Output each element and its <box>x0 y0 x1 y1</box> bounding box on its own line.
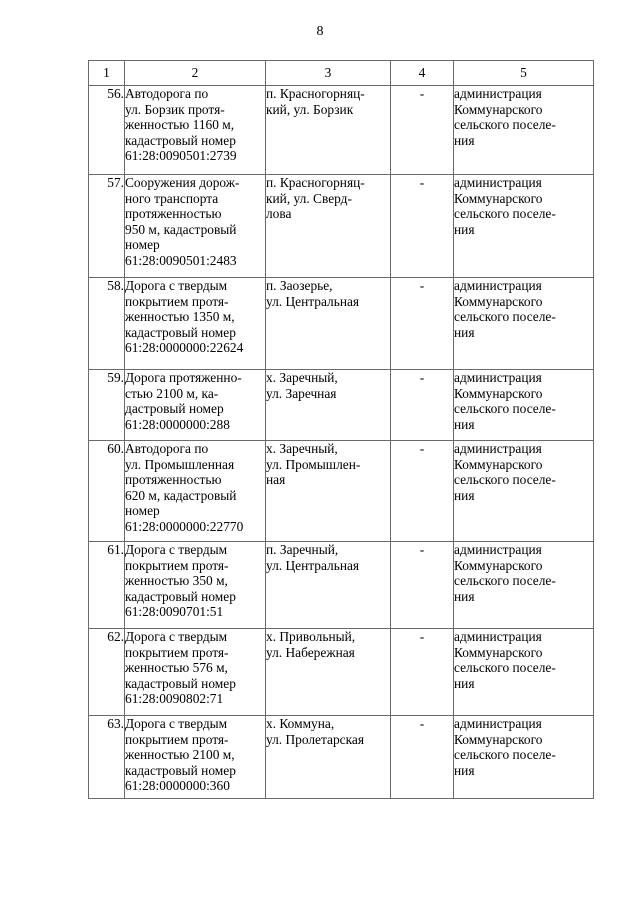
owner-line: Коммунарского <box>454 293 543 309</box>
owner-line: сельского поселе- <box>454 401 556 417</box>
object-name-cell <box>125 542 266 629</box>
object-name-line: ного транспорта <box>125 190 219 206</box>
object-name-line: 61:28:0000000:360 <box>125 778 230 794</box>
table-row <box>89 542 594 629</box>
object-name-line: протяженностью <box>125 472 222 488</box>
col4-value: - <box>391 441 454 542</box>
row-number: 63. <box>89 716 125 799</box>
object-name-cell <box>125 629 266 716</box>
owner-line: сельского поселе- <box>454 206 556 222</box>
object-name-line: Автодорога по <box>125 441 209 456</box>
address-line: п. Заречный, <box>266 542 339 557</box>
object-name-line: Сооружения дорож- <box>125 175 240 190</box>
row-number: 59. <box>89 370 125 441</box>
owner-line: сельского поселе- <box>454 747 556 763</box>
object-name-line: 61:28:0090501:2739 <box>125 148 237 164</box>
owner-cell <box>454 175 594 278</box>
object-name-line: протяженностью <box>125 206 222 222</box>
object-name-line: 950 м, кадастровый <box>125 221 237 237</box>
owner-line: Коммунарского <box>454 456 543 472</box>
owner-line: Коммунарского <box>454 731 543 747</box>
object-name-line: ул. Промышленная <box>125 456 235 472</box>
row-number: 58. <box>89 278 125 370</box>
object-name-line: 61:28:0000000:22770 <box>125 518 244 534</box>
object-name-line: 61:28:0090802:71 <box>125 691 224 707</box>
table-row <box>89 86 594 175</box>
object-name-line: женностью 1160 м, <box>125 117 235 133</box>
owner-line: ния <box>454 324 475 340</box>
address-line: х. Коммуна, <box>266 716 335 731</box>
col4-value: - <box>391 370 454 441</box>
object-name-line: 61:28:0000000:288 <box>125 416 230 432</box>
object-name-line: 620 м, кадастровый <box>125 487 237 503</box>
object-name-line: номер <box>125 237 160 253</box>
owner-line: ния <box>454 675 475 691</box>
object-name-line: Автодорога по <box>125 86 209 101</box>
object-name-line: покрытием протя- <box>125 557 229 573</box>
object-name-cell <box>125 86 266 175</box>
table-row <box>89 175 594 278</box>
object-name-line: женностью 1350 м, <box>125 309 235 325</box>
object-name-line: кадастровый номер <box>125 132 236 148</box>
address-cell <box>266 716 391 799</box>
owner-line: администрация <box>454 542 542 557</box>
address-line: х. Привольный, <box>266 629 356 644</box>
table-row <box>89 629 594 716</box>
header-cell-5: 5 <box>454 61 594 86</box>
address-line: ул. Промышлен- <box>266 456 361 472</box>
header-cell-4: 4 <box>391 61 454 86</box>
owner-line: администрация <box>454 278 542 293</box>
object-name-line: ул. Борзик протя- <box>125 101 225 117</box>
owner-line: сельского поселе- <box>454 309 556 325</box>
object-name-cell <box>125 175 266 278</box>
row-number: 56. <box>89 86 125 175</box>
address-line: х. Заречный, <box>266 441 338 456</box>
address-line: кий, ул. Борзик <box>266 101 354 117</box>
owner-line: Коммунарского <box>454 557 543 573</box>
address-line: ул. Заречная <box>266 385 337 401</box>
owner-cell <box>454 441 594 542</box>
address-cell <box>266 441 391 542</box>
address-line: кий, ул. Сверд- <box>266 190 352 206</box>
header-row <box>89 61 594 86</box>
address-line: п. Красногорняц- <box>266 175 365 190</box>
object-name-line: кадастровый номер <box>125 675 236 691</box>
col4-value: - <box>391 716 454 799</box>
object-name-cell <box>125 441 266 542</box>
object-name-line: дастровый номер <box>125 401 224 417</box>
address-cell <box>266 542 391 629</box>
owner-line: сельского поселе- <box>454 117 556 133</box>
row-number: 57. <box>89 175 125 278</box>
object-name-line: покрытием протя- <box>125 731 229 747</box>
owner-line: ния <box>454 221 475 237</box>
owner-cell <box>454 716 594 799</box>
address-line: п. Красногорняц- <box>266 86 365 101</box>
object-name-line: женностью 350 м, <box>125 573 228 589</box>
address-line: лова <box>266 206 292 222</box>
object-name-line: Дорога протяженно- <box>125 370 242 385</box>
owner-line: администрация <box>454 716 542 731</box>
object-name-line: Дорога с твердым <box>125 542 228 557</box>
object-name-line: 61:28:0000000:22624 <box>125 340 244 356</box>
col4-value: - <box>391 278 454 370</box>
table-row <box>89 441 594 542</box>
table-row <box>89 278 594 370</box>
address-line: п. Заозерье, <box>266 278 333 293</box>
owner-line: сельского поселе- <box>454 660 556 676</box>
object-name-cell <box>125 716 266 799</box>
owner-line: администрация <box>454 441 542 456</box>
table-row <box>89 716 594 799</box>
address-line: ная <box>266 472 286 488</box>
object-name-line: Дорога с твердым <box>125 716 228 731</box>
address-cell <box>266 86 391 175</box>
address-line: ул. Центральная <box>266 293 360 309</box>
object-name-line: 61:28:0090701:51 <box>125 604 224 620</box>
address-line: ул. Центральная <box>266 557 360 573</box>
owner-line: администрация <box>454 175 542 190</box>
object-name-line: кадастровый номер <box>125 588 236 604</box>
table-row <box>89 370 594 441</box>
owner-cell <box>454 278 594 370</box>
object-name-line: номер <box>125 503 160 519</box>
object-name-line: покрытием протя- <box>125 644 229 660</box>
owner-line: Коммунарского <box>454 644 543 660</box>
header-cell-2: 2 <box>125 61 266 86</box>
owner-line: администрация <box>454 370 542 385</box>
owner-line: Коммунарского <box>454 385 543 401</box>
row-number: 60. <box>89 441 125 542</box>
owner-line: ния <box>454 762 475 778</box>
address-cell <box>266 278 391 370</box>
address-cell <box>266 175 391 278</box>
object-name-line: кадастровый номер <box>125 762 236 778</box>
col4-value: - <box>391 86 454 175</box>
col4-value: - <box>391 542 454 629</box>
object-name-line: 61:28:0090501:2483 <box>125 252 237 268</box>
object-name-line: Дорога с твердым <box>125 629 228 644</box>
object-name-line: женностью 2100 м, <box>125 747 235 763</box>
object-name-cell <box>125 278 266 370</box>
owner-cell <box>454 370 594 441</box>
registry-table <box>88 60 594 799</box>
row-number: 61. <box>89 542 125 629</box>
object-name-line: кадастровый номер <box>125 324 236 340</box>
owner-cell <box>454 629 594 716</box>
owner-line: сельского поселе- <box>454 573 556 589</box>
address-cell <box>266 370 391 441</box>
col4-value: - <box>391 175 454 278</box>
header-cell-3: 3 <box>266 61 391 86</box>
owner-cell <box>454 542 594 629</box>
object-name-line: женностью 576 м, <box>125 660 228 676</box>
col4-value: - <box>391 629 454 716</box>
owner-cell <box>454 86 594 175</box>
owner-line: Коммунарского <box>454 190 543 206</box>
owner-line: ния <box>454 487 475 503</box>
address-line: ул. Пролетарская <box>266 731 364 747</box>
owner-line: Коммунарского <box>454 101 543 117</box>
address-line: х. Заречный, <box>266 370 338 385</box>
owner-line: ния <box>454 588 475 604</box>
object-name-cell <box>125 370 266 441</box>
owner-line: администрация <box>454 629 542 644</box>
owner-line: ния <box>454 416 475 432</box>
address-cell <box>266 629 391 716</box>
object-name-line: Дорога с твердым <box>125 278 228 293</box>
owner-line: сельского поселе- <box>454 472 556 488</box>
page-number: 8 <box>316 24 324 39</box>
owner-line: ния <box>454 132 475 148</box>
object-name-line: стью 2100 м, ка- <box>125 385 219 401</box>
object-name-line: покрытием протя- <box>125 293 229 309</box>
header-cell-1: 1 <box>89 61 125 86</box>
owner-line: администрация <box>454 86 542 101</box>
address-line: ул. Набережная <box>266 644 355 660</box>
row-number: 62. <box>89 629 125 716</box>
